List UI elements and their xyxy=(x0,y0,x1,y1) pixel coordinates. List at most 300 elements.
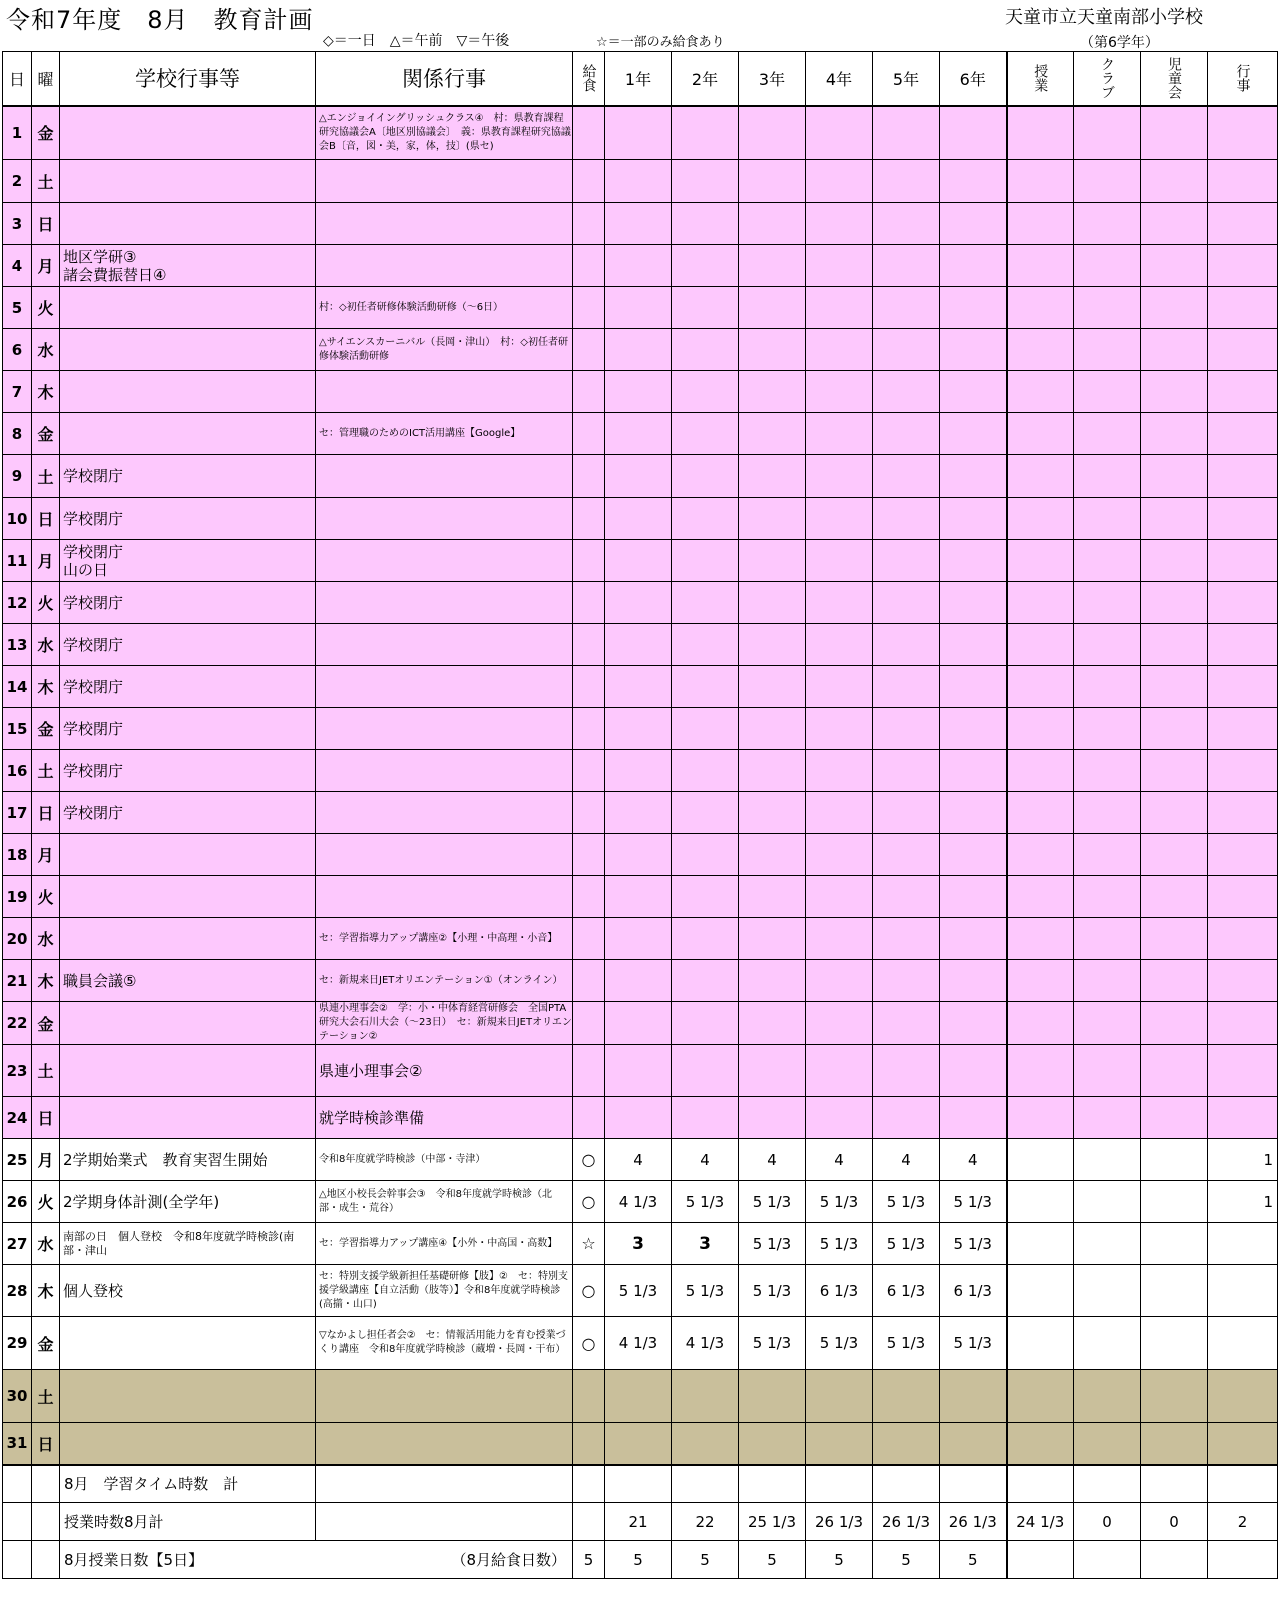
day-number: 14 xyxy=(3,666,32,708)
event-count xyxy=(1208,1223,1278,1265)
school-event: 2学期身体計測(全学年) xyxy=(60,1181,316,1223)
day-number: 10 xyxy=(3,498,32,540)
grade-hours xyxy=(605,203,672,245)
day-row xyxy=(3,1423,1278,1465)
club-cell xyxy=(1074,792,1141,834)
weekday: 日 xyxy=(32,1423,60,1465)
lessons-cell xyxy=(1007,1097,1074,1139)
col-council: 児童会 xyxy=(1141,52,1208,106)
weekday: 火 xyxy=(32,876,60,918)
day-number: 29 xyxy=(3,1317,32,1370)
grade-hours xyxy=(739,413,806,455)
related-event xyxy=(316,624,573,666)
day-number: 21 xyxy=(3,960,32,1002)
grade-hours xyxy=(873,540,940,582)
grade-hours xyxy=(672,413,739,455)
grade-hours: 4 xyxy=(806,1139,873,1181)
grade-hours xyxy=(806,245,873,287)
event-count xyxy=(1208,1370,1278,1423)
grade-hours xyxy=(739,1423,806,1465)
grade-hours xyxy=(605,582,672,624)
weekday: 日 xyxy=(32,203,60,245)
grade-hours xyxy=(605,540,672,582)
meal-mark: ○ xyxy=(573,1139,605,1181)
weekday: 土 xyxy=(32,160,60,203)
day-row xyxy=(3,413,1278,455)
col-related-events: 関係行事 xyxy=(316,52,573,106)
council-cell xyxy=(1141,624,1208,666)
related-event xyxy=(316,1423,573,1465)
grade-hours xyxy=(940,106,1007,160)
grade-hours: 3 xyxy=(605,1223,672,1265)
grade-hours xyxy=(940,287,1007,329)
grade-hours xyxy=(605,792,672,834)
school-event xyxy=(60,413,316,455)
lessons-cell xyxy=(1007,1423,1074,1465)
grade-hours xyxy=(940,413,1007,455)
club-cell xyxy=(1074,1139,1141,1181)
col-grade6: 6年 xyxy=(940,52,1007,106)
school-event xyxy=(60,1097,316,1139)
grade-hours xyxy=(940,203,1007,245)
day-number: 6 xyxy=(3,329,32,371)
school-event xyxy=(60,834,316,876)
grade-hours xyxy=(873,287,940,329)
club-cell xyxy=(1074,1423,1141,1465)
grade-hours xyxy=(806,582,873,624)
grade-hours xyxy=(806,455,873,498)
meal-mark xyxy=(573,708,605,750)
grade-hours xyxy=(739,582,806,624)
lessons-cell xyxy=(1007,1002,1074,1045)
day-row xyxy=(3,1265,1278,1317)
school-event xyxy=(60,203,316,245)
day-number: 26 xyxy=(3,1181,32,1223)
council-cell xyxy=(1141,498,1208,540)
related-event: △地区小校長会幹事会③ 令和8年度就学時検診（北部・成生・荒谷） xyxy=(316,1181,573,1223)
grade-hours xyxy=(873,834,940,876)
day-row xyxy=(3,371,1278,413)
meal-mark: ☆ xyxy=(573,1223,605,1265)
council-cell xyxy=(1141,329,1208,371)
grade-hours xyxy=(873,203,940,245)
meal-mark xyxy=(573,245,605,287)
club-cell xyxy=(1074,245,1141,287)
grade-hours: 6 1/3 xyxy=(806,1265,873,1317)
day-row xyxy=(3,876,1278,918)
grade-hours xyxy=(605,876,672,918)
grade-hours: 5 1/3 xyxy=(873,1181,940,1223)
club-cell xyxy=(1074,666,1141,708)
grade-hours xyxy=(873,106,940,160)
lessons-cell xyxy=(1007,1317,1074,1370)
day-row xyxy=(3,960,1278,1002)
day-number: 27 xyxy=(3,1223,32,1265)
grade-hours xyxy=(739,918,806,960)
days-g2: 5 xyxy=(672,1541,739,1579)
day-row xyxy=(3,624,1278,666)
grade-hours xyxy=(605,834,672,876)
grade-hours: 5 1/3 xyxy=(605,1265,672,1317)
day-number: 1 xyxy=(3,106,32,160)
grade-hours xyxy=(940,876,1007,918)
grade-hours xyxy=(940,834,1007,876)
grade-hours xyxy=(605,1423,672,1465)
related-event: 就学時検診準備 xyxy=(316,1097,573,1139)
meal-mark xyxy=(573,498,605,540)
grade-hours: 6 1/3 xyxy=(873,1265,940,1317)
col-grade3: 3年 xyxy=(739,52,806,106)
grade-hours xyxy=(672,876,739,918)
day-number: 13 xyxy=(3,624,32,666)
weekday: 木 xyxy=(32,960,60,1002)
grade-hours xyxy=(806,540,873,582)
related-event: 県連小理事会② xyxy=(316,1045,573,1097)
grade-hours xyxy=(605,1370,672,1423)
lesson-hours-g6: 26 1/3 xyxy=(940,1503,1007,1541)
related-event xyxy=(316,540,573,582)
event-count xyxy=(1208,455,1278,498)
day-number: 11 xyxy=(3,540,32,582)
grade-hours xyxy=(672,1423,739,1465)
school-event: 地区学研③ 諸会費振替日④ xyxy=(60,245,316,287)
grade-hours: 4 1/3 xyxy=(605,1181,672,1223)
club-cell xyxy=(1074,750,1141,792)
grade-hours xyxy=(672,106,739,160)
lessons-cell xyxy=(1007,498,1074,540)
event-count: 1 xyxy=(1208,1181,1278,1223)
meal-mark xyxy=(573,106,605,160)
grade-hours xyxy=(873,498,940,540)
grade-hours xyxy=(605,624,672,666)
days-g4: 5 xyxy=(806,1541,873,1579)
school-event xyxy=(60,1423,316,1465)
lessons-cell xyxy=(1007,918,1074,960)
school-event: 学校閉庁 xyxy=(60,708,316,750)
related-event xyxy=(316,455,573,498)
grade-hours xyxy=(672,666,739,708)
grade-hours xyxy=(806,1370,873,1423)
lessons-cell xyxy=(1007,582,1074,624)
grade-hours xyxy=(605,750,672,792)
council-cell xyxy=(1141,708,1208,750)
grade-hours xyxy=(940,498,1007,540)
grade-hours xyxy=(806,371,873,413)
school-event xyxy=(60,918,316,960)
day-row xyxy=(3,918,1278,960)
grade-hours xyxy=(806,834,873,876)
event-count xyxy=(1208,203,1278,245)
school-event: 職員会議⑤ xyxy=(60,960,316,1002)
event-count xyxy=(1208,287,1278,329)
col-meal: 給食 xyxy=(573,52,605,106)
event-count xyxy=(1208,666,1278,708)
related-event xyxy=(316,876,573,918)
lessons-cell xyxy=(1007,287,1074,329)
grade-hours xyxy=(672,498,739,540)
grade-hours xyxy=(940,1002,1007,1045)
lessons-cell xyxy=(1007,876,1074,918)
grade-hours xyxy=(605,287,672,329)
col-lessons: 授業 xyxy=(1007,52,1074,106)
weekday: 金 xyxy=(32,708,60,750)
grade-hours xyxy=(940,624,1007,666)
grade-hours xyxy=(605,245,672,287)
grade-hours: 4 xyxy=(940,1139,1007,1181)
related-event xyxy=(316,371,573,413)
club-cell xyxy=(1074,540,1141,582)
grade-hours xyxy=(672,287,739,329)
grade-hours xyxy=(739,1370,806,1423)
weekday: 月 xyxy=(32,540,60,582)
lessons-cell xyxy=(1007,666,1074,708)
page-title: 令和7年度 8月 教育計画 xyxy=(6,6,314,34)
grade-hours xyxy=(739,1097,806,1139)
day-number: 3 xyxy=(3,203,32,245)
grade-hours xyxy=(806,203,873,245)
grade-hours xyxy=(806,287,873,329)
plan-table xyxy=(2,51,1278,1579)
related-event: セ：特別支援学級新担任基礎研修【肢】② セ：特別支援学級講座【自立活動（肢等）】令和8年度就学時検診(高擶・山口) xyxy=(316,1265,573,1317)
school-event: 学校閉庁 山の日 xyxy=(60,540,316,582)
grade-hours xyxy=(605,1097,672,1139)
grade-hours xyxy=(672,371,739,413)
grade-hours xyxy=(672,582,739,624)
event-count xyxy=(1208,1265,1278,1317)
day-row xyxy=(3,708,1278,750)
grade-hours xyxy=(806,413,873,455)
grade-hours: 5 1/3 xyxy=(806,1317,873,1370)
day-number: 15 xyxy=(3,708,32,750)
school-event: 2学期始業式 教育実習生開始 xyxy=(60,1139,316,1181)
lessons-cell xyxy=(1007,160,1074,203)
grade-hours xyxy=(806,750,873,792)
day-row xyxy=(3,1181,1278,1223)
grade-hours xyxy=(940,960,1007,1002)
grade-hours: 5 1/3 xyxy=(806,1223,873,1265)
meal-mark xyxy=(573,540,605,582)
meal-mark xyxy=(573,371,605,413)
council-cell xyxy=(1141,540,1208,582)
grade-hours xyxy=(806,666,873,708)
event-count xyxy=(1208,245,1278,287)
grade-hours xyxy=(806,1045,873,1097)
meal-mark xyxy=(573,203,605,245)
col-grade5: 5年 xyxy=(873,52,940,106)
related-event xyxy=(316,1370,573,1423)
grade-hours xyxy=(806,708,873,750)
related-event: セ：管理職のためのICT活用講座【Google】 xyxy=(316,413,573,455)
day-row xyxy=(3,666,1278,708)
club-cell xyxy=(1074,1370,1141,1423)
day-number: 23 xyxy=(3,1045,32,1097)
council-cell xyxy=(1141,876,1208,918)
grade-hours xyxy=(940,160,1007,203)
grade-hours xyxy=(806,1097,873,1139)
lesson-hours-g1: 21 xyxy=(605,1503,672,1541)
event-count: 1 xyxy=(1208,1139,1278,1181)
council-cell xyxy=(1141,1223,1208,1265)
weekday: 日 xyxy=(32,792,60,834)
grade-hours: 5 1/3 xyxy=(672,1181,739,1223)
grade-hours xyxy=(739,160,806,203)
grade-hours xyxy=(940,750,1007,792)
grade-hours xyxy=(739,106,806,160)
club-cell xyxy=(1074,106,1141,160)
meal-mark: ○ xyxy=(573,1317,605,1370)
lessons-cell xyxy=(1007,960,1074,1002)
day-number: 8 xyxy=(3,413,32,455)
day-number: 2 xyxy=(3,160,32,203)
day-row xyxy=(3,287,1278,329)
related-event: セ：新規来日JETオリエンテーション①（オンライン） xyxy=(316,960,573,1002)
grade-hours xyxy=(605,371,672,413)
lessons-cell xyxy=(1007,792,1074,834)
grade-hours xyxy=(739,876,806,918)
grade-hours xyxy=(940,918,1007,960)
meal-legend: ☆＝一部のみ給食あり xyxy=(596,35,725,50)
day-number: 19 xyxy=(3,876,32,918)
grade-hours xyxy=(605,1045,672,1097)
weekday: 金 xyxy=(32,1002,60,1045)
summary-days xyxy=(3,1541,1278,1579)
day-number: 12 xyxy=(3,582,32,624)
grade-hours xyxy=(940,455,1007,498)
grade-hours xyxy=(739,540,806,582)
day-number: 18 xyxy=(3,834,32,876)
lessons-cell xyxy=(1007,540,1074,582)
grade-hours: 5 1/3 xyxy=(739,1223,806,1265)
related-event: ▽なかよし担任者会② セ：情報活用能力を育む授業づくり講座 令和8年度就学時検診（蔵増・長岡・干布） xyxy=(316,1317,573,1370)
council-cell xyxy=(1141,413,1208,455)
club-cell xyxy=(1074,1265,1141,1317)
council-cell xyxy=(1141,750,1208,792)
club-cell xyxy=(1074,876,1141,918)
grade-hours xyxy=(806,160,873,203)
grade-hours xyxy=(940,1370,1007,1423)
grade-hours xyxy=(806,498,873,540)
grade-hours xyxy=(940,1045,1007,1097)
school-event xyxy=(60,876,316,918)
council-cell xyxy=(1141,371,1208,413)
lessons-cell xyxy=(1007,413,1074,455)
day-row xyxy=(3,582,1278,624)
grade-hours xyxy=(806,106,873,160)
weekday: 月 xyxy=(32,245,60,287)
day-row xyxy=(3,160,1278,203)
council-cell xyxy=(1141,960,1208,1002)
grade-hours xyxy=(873,1045,940,1097)
grade-hours xyxy=(873,876,940,918)
club-total: 0 xyxy=(1074,1503,1141,1541)
day-row xyxy=(3,245,1278,287)
school-event: 学校閉庁 xyxy=(60,624,316,666)
day-number: 28 xyxy=(3,1265,32,1317)
grade-hours xyxy=(739,245,806,287)
grade-hours: 5 1/3 xyxy=(873,1223,940,1265)
day-row xyxy=(3,792,1278,834)
meal-mark xyxy=(573,455,605,498)
col-grade4: 4年 xyxy=(806,52,873,106)
council-cell xyxy=(1141,203,1208,245)
grade-hours xyxy=(672,960,739,1002)
weekday: 木 xyxy=(32,371,60,413)
grade-hours xyxy=(806,1423,873,1465)
col-grade2: 2年 xyxy=(672,52,739,106)
school-event xyxy=(60,287,316,329)
grade-hours xyxy=(672,540,739,582)
weekday: 火 xyxy=(32,287,60,329)
meal-mark xyxy=(573,834,605,876)
grade-hours xyxy=(940,1097,1007,1139)
lessons-cell xyxy=(1007,1265,1074,1317)
lesson-hours-g5: 26 1/3 xyxy=(873,1503,940,1541)
weekday: 水 xyxy=(32,624,60,666)
day-row xyxy=(3,329,1278,371)
meal-mark xyxy=(573,918,605,960)
col-day: 日 xyxy=(3,52,32,106)
event-count xyxy=(1208,413,1278,455)
meal-mark xyxy=(573,792,605,834)
meal-mark xyxy=(573,750,605,792)
meal-mark xyxy=(573,960,605,1002)
event-count xyxy=(1208,876,1278,918)
lessons-cell xyxy=(1007,1181,1074,1223)
club-cell xyxy=(1074,371,1141,413)
event-count xyxy=(1208,792,1278,834)
related-event xyxy=(316,582,573,624)
grade-label: （第6学年） xyxy=(1080,35,1159,51)
grade-hours: 4 xyxy=(739,1139,806,1181)
grade-hours xyxy=(873,371,940,413)
grade-hours xyxy=(672,1097,739,1139)
day-number: 24 xyxy=(3,1097,32,1139)
related-event: 村：◇初任者研修体験活動研修（～6日） xyxy=(316,287,573,329)
related-event xyxy=(316,666,573,708)
meal-mark xyxy=(573,582,605,624)
grade-hours xyxy=(806,960,873,1002)
grade-hours xyxy=(605,160,672,203)
grade-hours xyxy=(739,455,806,498)
grade-hours xyxy=(940,540,1007,582)
school-event: 学校閉庁 xyxy=(60,750,316,792)
grade-hours: 5 1/3 xyxy=(739,1181,806,1223)
col-weekday: 曜 xyxy=(32,52,60,106)
meal-mark xyxy=(573,287,605,329)
day-number: 30 xyxy=(3,1370,32,1423)
day-number: 17 xyxy=(3,792,32,834)
grade-hours: 3 xyxy=(672,1223,739,1265)
council-cell xyxy=(1141,1423,1208,1465)
meal-days: 5 xyxy=(573,1541,605,1579)
grade-hours xyxy=(873,1097,940,1139)
weekday: 月 xyxy=(32,834,60,876)
grade-hours xyxy=(806,876,873,918)
lessons-cell xyxy=(1007,329,1074,371)
grade-hours xyxy=(739,1002,806,1045)
grade-hours xyxy=(672,160,739,203)
lessons-cell xyxy=(1007,1139,1074,1181)
school-event: 学校閉庁 xyxy=(60,582,316,624)
grade-hours: 4 1/3 xyxy=(672,1317,739,1370)
council-total: 0 xyxy=(1141,1503,1208,1541)
related-event xyxy=(316,792,573,834)
council-cell xyxy=(1141,918,1208,960)
council-cell xyxy=(1141,455,1208,498)
council-cell xyxy=(1141,245,1208,287)
council-cell xyxy=(1141,666,1208,708)
lessons-cell xyxy=(1007,1370,1074,1423)
